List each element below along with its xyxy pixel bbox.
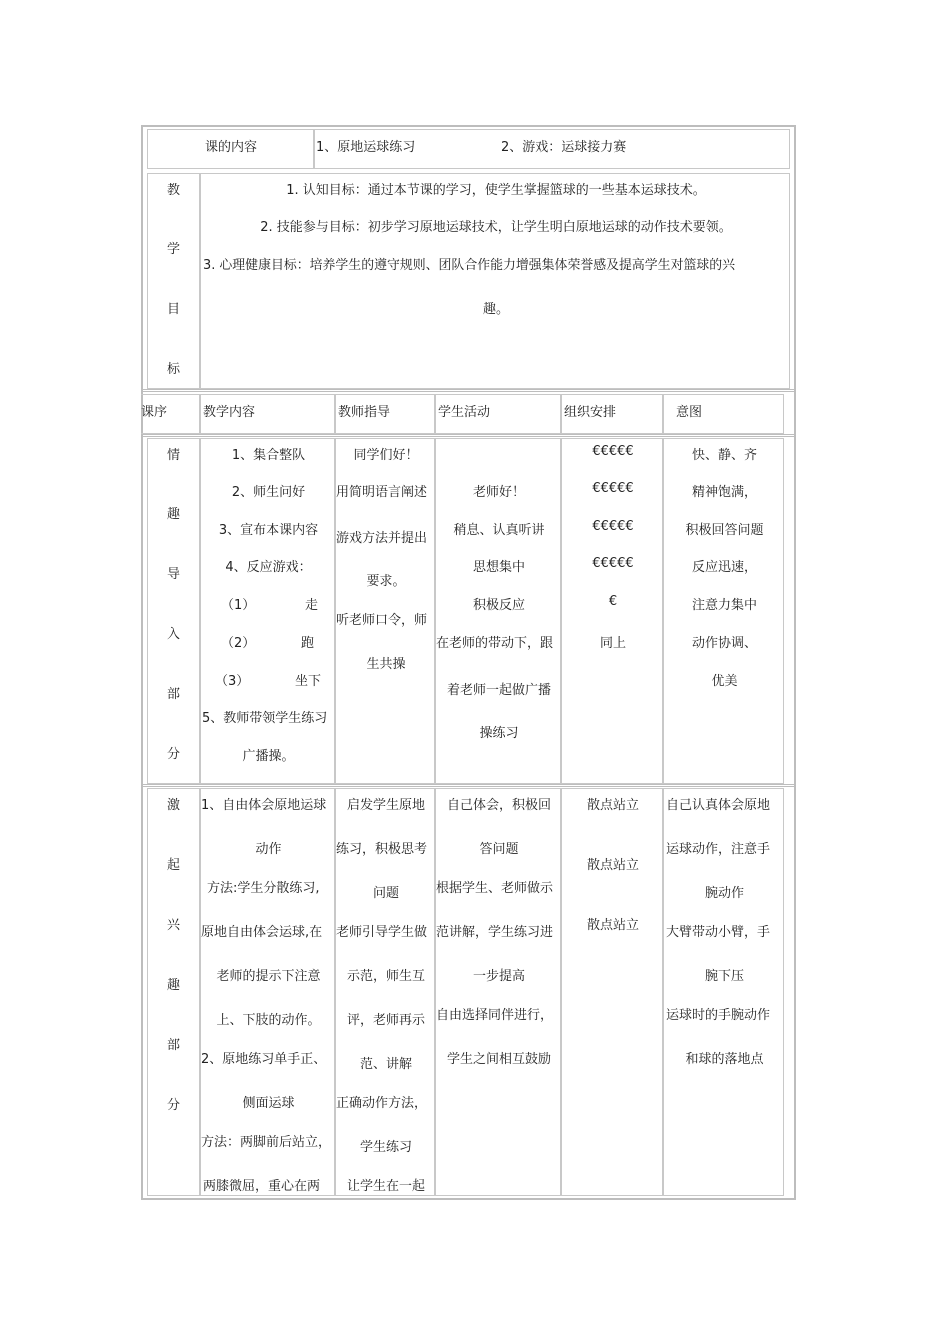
section2-teacher-cell: 启发学生原地 练习，积极思考 问题 老师引导学生做 示范，师生互 评，老师再示 范、讲解 正确动作方法， 学生练习 让学生在一起 [335,788,435,1196]
section2-content-cell: 1、自由体会原地运球 动作 方法:学生分散练习, 原地自由体会运球,在 老师的提示下注意 上、下肢的动作。 2、原地练习单手正、 侧面运球 方法：两脚前后站立， 两膝微屈，重心在两 [200,788,335,1196]
col-header-teacher: 教师指导 [335,394,435,434]
header-label: 课的内容 [205,140,258,155]
header-label-cell [147,129,314,169]
section2-side-label: 激 起 兴 趣 部 分 [147,788,200,1196]
col-header-order: 课序 [141,394,200,434]
objectives-side-label [147,173,200,389]
side-char: 目 [166,302,180,317]
section1-side-label: 情 趣 导 入 部 分 [147,438,200,784]
section2-organization-cell: 散点站立 散点站立 散点站立 [561,788,663,1196]
section1-teacher-cell: 同学们好！ 用简明语言阐述 游戏方法并提出 要求。 听老师口令，师 生共操 [335,438,435,784]
side-char: 学 [166,242,180,257]
col-header-intent: 意图 [663,394,784,434]
header-item-1: 1、原地运球练习 [316,140,416,155]
side-char: 标 [166,362,180,377]
row-divider [143,784,794,787]
col-header-student: 学生活动 [435,394,561,434]
lesson-plan-table [141,125,796,1200]
col-header-organization: 组织安排 [561,394,663,434]
section1-content-cell: 1、集合整队 2、师生问好 3、宣布本课内容 4、反应游戏： （1） 走 （2） 跑 （3） 坐下 5、教师带领学生练习 广播操。 [200,438,335,784]
section2-student-cell: 自己体会，积极回 答问题 根据学生、老师做示 范讲解，学生练习进 一步提高 自由选择同伴进行， 学生之间相互鼓励 [435,788,561,1196]
section2-intent-cell: 自己认真体会原地 运球动作，注意手 腕动作 大臂带动小臂，手 腕下压 运球时的手腕动作 和球的落地点 [663,788,784,1196]
header-item-2: 2、游戏：运球接力赛 [501,140,627,155]
section1-student-cell: 老师好！ 稍息、认真听讲 思想集中 积极反应 在老师的带动下，跟 着老师一起做广播 操练习 [435,438,561,784]
row-divider [143,434,794,437]
objective-3-cont: 趣。 [482,302,509,317]
section1-organization-cell: €€€€€ €€€€€ €€€€€ €€€€€ € 同上 [561,438,663,784]
row-divider [143,389,794,392]
col-header-content: 教学内容 [200,394,335,434]
side-char: 教 [166,183,180,198]
objective-3: 3. 心理健康目标：培养学生的遵守规则、团队合作能力增强集体荣誉感及提高学生对篮球的兴 [203,258,736,273]
objective-2: 2. 技能参与目标：初步学习原地运球技术，让学生明白原地运球的动作技术要领。 [260,220,732,235]
objective-1: 1. 认知目标：通过本节课的学习，使学生掌握篮球的一些基本运球技术。 [286,183,706,198]
header-content-cell [314,129,790,169]
objectives-text-cell [200,173,790,389]
section1-intent-cell: 快、静、齐 精神饱满， 积极回答问题 反应迅速， 注意力集中 动作协调、 优美 [663,438,784,784]
